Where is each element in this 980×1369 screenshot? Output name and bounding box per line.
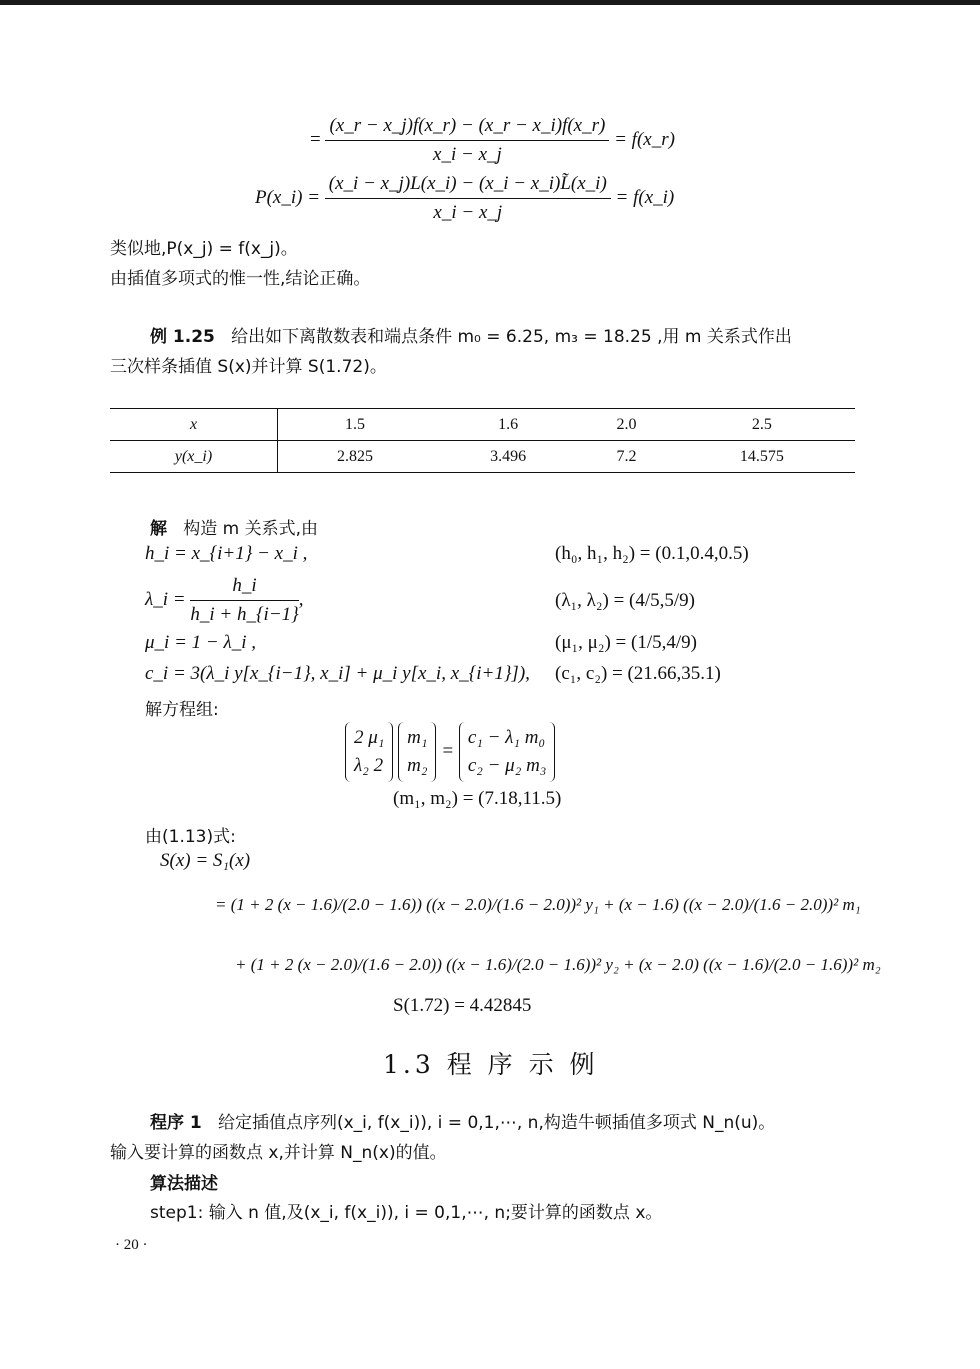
matrix-coefficients	[345, 722, 393, 782]
eq-top-rhs: = f(x_r)	[614, 128, 675, 150]
table-cell: 14.575	[669, 441, 855, 473]
similar-text: 类似地,P(x_j) = f(x_j)。	[110, 239, 298, 259]
matrix-row: 2 μ₁	[354, 727, 385, 748]
eq-p-numerator: (x_i − x_j)L(x_i) − (x_i − x_i)L̃(x_i)	[325, 173, 611, 199]
table-row	[110, 441, 855, 473]
example-text-1: 给出如下离散数表和端点条件 m₀ = 6.25, m₃ = 18.25 ,用 m 关系式作出	[231, 327, 792, 347]
lambda-denominator: h_i + h_{i−1}	[190, 604, 299, 625]
table-cell: 3.496	[432, 441, 584, 473]
solution-label: 解	[150, 519, 167, 539]
matrix-row: c₂ − μ₂ m₃	[467, 755, 547, 776]
table-cell: 1.5	[278, 409, 432, 441]
relation-mu-left: μ_i = 1 − λ_i ,	[145, 632, 256, 653]
s-result: S(1.72) = 4.42845	[393, 995, 532, 1016]
page-number: · 20 ·	[115, 1237, 148, 1253]
matrix-row: c₁ − λ₁ m₀	[467, 727, 546, 748]
table-cell: 2.0	[584, 409, 669, 441]
matrix-row: m₂	[407, 755, 428, 776]
section-title: 1.3 程 序 示 例	[383, 1050, 599, 1079]
program-line-2: 输入要计算的函数点 x,并计算 N_n(x)的值。	[110, 1143, 447, 1163]
program-label: 程序 1	[150, 1113, 202, 1133]
relation-mu-right: (μ₁, μ₂) = (1/5,4/9)	[555, 632, 697, 653]
relation-lambda-left: λ_i = $\frac{h\_i}{h\_i + h\_\{i-1\}}$ ,	[145, 575, 304, 625]
eq-p-rhs: = f(x_i)	[615, 186, 675, 208]
relation-lambda-right: (λ₁, λ₂) = (4/5,5/9)	[555, 590, 696, 611]
equation-p	[255, 173, 674, 224]
table-row-label-x: x	[110, 409, 278, 441]
eq-p-lhs: P(x_i) =	[255, 186, 321, 208]
uniqueness-text: 由插值多项式的惟一性,结论正确。	[110, 269, 371, 289]
solve-text: 解方程组:	[145, 700, 219, 720]
relation-c-left: c_i = 3(λ_i y[x_{i−1}, x_i] + μ_i y[x_i, x_{i+1}]),	[145, 663, 530, 684]
example-label: 例 1.25	[150, 327, 215, 347]
eq-top-numerator: (x_r − x_j)f(x_r) − (x_r − x_i)f(x_r)	[325, 115, 609, 141]
matrix-row: λ₂ 2	[354, 755, 384, 776]
data-table	[110, 408, 855, 473]
solution-text: 构造 m 关系式,由	[183, 519, 318, 539]
algorithm-heading: 算法描述	[150, 1174, 218, 1194]
table-row	[110, 409, 855, 441]
table-cell: 2.5	[669, 409, 855, 441]
eq-top-denominator: x_i − x_j	[433, 144, 502, 165]
example-line-1	[150, 322, 792, 347]
relation-h-right: (h₀, h₁, h₂) = (0.1,0.4,0.5)	[555, 543, 749, 564]
eq-top-lhs: =	[310, 128, 321, 150]
lambda-numerator: h_i	[190, 575, 298, 601]
matrix-row: m₁	[407, 727, 428, 748]
solution-line	[150, 514, 318, 539]
s-definition: S(x) = S₁(x)	[160, 850, 251, 871]
table-cell: 7.2	[584, 441, 669, 473]
s-expansion-line-1: = (1 + 2 (x − 1.6)/(2.0 − 1.6)) ((x − 2.0)/(1.6 − 2.0))² y₁ + (x − 1.6) ((x − 2.0)/(1.6 − 2.0))² m₁	[215, 895, 861, 914]
matrix-unknowns	[398, 722, 436, 782]
relation-h-left: h_i = x_{i+1} − x_i ,	[145, 543, 308, 564]
table-row-label-y: y(x_i)	[110, 441, 278, 473]
program-text-1: 给定插值点序列(x_i, f(x_i)), i = 0,1,⋯, n,构造牛顿插值多项式 N_n(u)。	[217, 1113, 776, 1133]
lambda-fraction	[190, 575, 298, 626]
table-cell: 1.6	[432, 409, 584, 441]
matrix-equals: =	[441, 740, 455, 762]
top-rule	[0, 0, 980, 5]
from-equation-text: 由(1.13)式:	[145, 827, 236, 847]
matrix-equation	[345, 722, 555, 782]
table-cell: 2.825	[278, 441, 432, 473]
eq-p-fraction	[325, 173, 611, 224]
program-line-1	[150, 1108, 775, 1133]
eq-top-fraction	[325, 115, 609, 166]
example-line-2: 三次样条插值 S(x)并计算 S(1.72)。	[110, 357, 387, 377]
lambda-lhs: λ_i =	[145, 588, 186, 610]
m-result: (m₁, m₂) = (7.18,11.5)	[393, 788, 562, 809]
matrix-rhs	[459, 722, 556, 782]
relation-c-right: (c₁, c₂) = (21.66,35.1)	[555, 663, 721, 684]
eq-p-denominator: x_i − x_j	[433, 202, 503, 223]
s-expansion-line-2: + (1 + 2 (x − 2.0)/(1.6 − 2.0)) ((x − 1.6)/(2.0 − 1.6))² y₂ + (x − 2.0) ((x − 1.6)/(2.0 − 1.6))² m₂	[235, 955, 881, 974]
step1-text: step1: 输入 n 值,及(x_i, f(x_i)), i = 0,1,⋯, n;要计算的函数点 x。	[150, 1203, 663, 1223]
equation-top	[310, 115, 675, 166]
